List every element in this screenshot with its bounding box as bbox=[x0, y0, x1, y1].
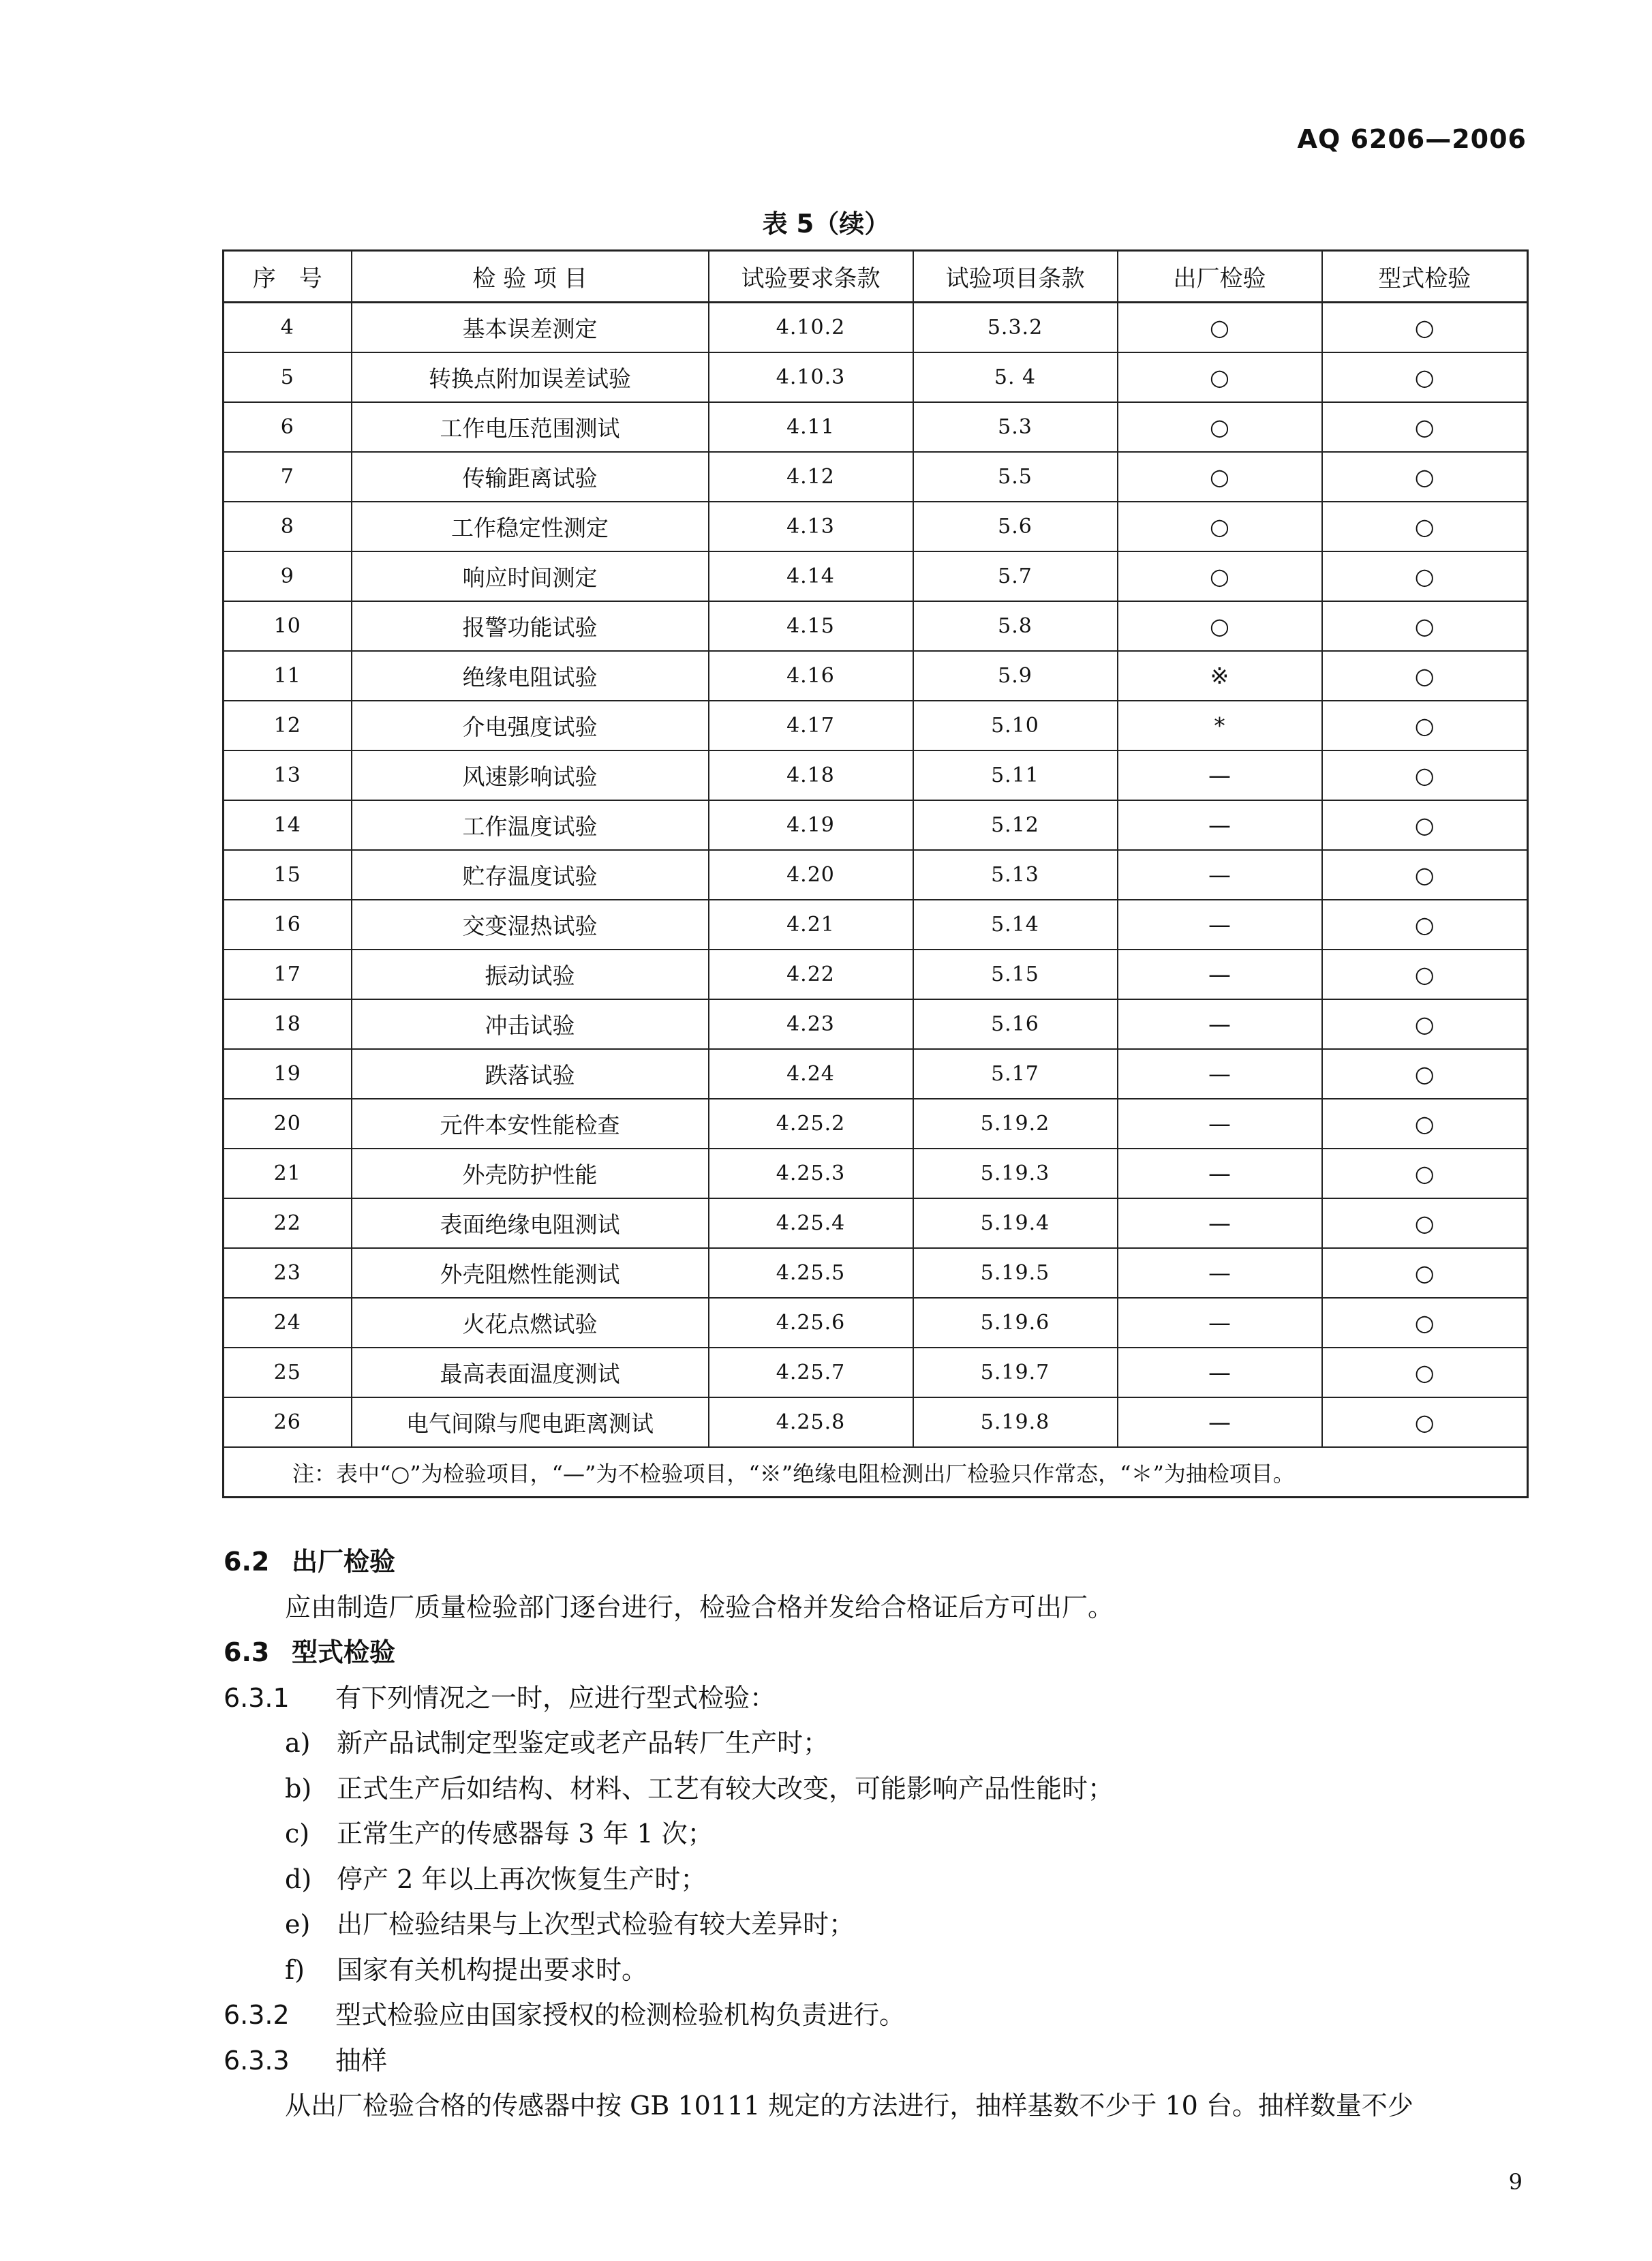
table-row bbox=[224, 452, 1528, 502]
cell-test-clause: 5.6 bbox=[913, 502, 1118, 551]
table-header-row bbox=[224, 251, 1528, 303]
cell-factory-mark: — bbox=[1118, 1248, 1322, 1298]
header-factory-inspection: 出厂检验 bbox=[1118, 251, 1322, 303]
table-row bbox=[224, 601, 1528, 651]
list-item-label: d) bbox=[285, 1864, 312, 1894]
table-row bbox=[224, 551, 1528, 601]
cell-seq: 6 bbox=[224, 402, 352, 452]
cell-seq: 4 bbox=[224, 303, 352, 353]
cell-req-clause: 4.15 bbox=[709, 601, 913, 651]
table-row bbox=[224, 800, 1528, 850]
table-row bbox=[224, 1298, 1528, 1348]
cell-test-clause: 5.19.5 bbox=[913, 1248, 1118, 1298]
section-6-2-heading bbox=[224, 1539, 1527, 1585]
cell-factory-mark: — bbox=[1118, 999, 1322, 1049]
cell-item: 传输距离试验 bbox=[352, 452, 709, 502]
table-row bbox=[224, 900, 1528, 950]
body-text bbox=[224, 1539, 1527, 2129]
table-row bbox=[224, 352, 1528, 402]
cell-test-clause: 5.12 bbox=[913, 800, 1118, 850]
cell-seq: 20 bbox=[224, 1099, 352, 1149]
cell-req-clause: 4.11 bbox=[709, 402, 913, 452]
cell-req-clause: 4.10.2 bbox=[709, 303, 913, 353]
list-item bbox=[224, 1766, 1527, 1812]
cell-seq: 5 bbox=[224, 352, 352, 402]
cell-seq: 15 bbox=[224, 850, 352, 900]
header-seq: 序 号 bbox=[224, 251, 352, 303]
header-type-inspection: 型式检验 bbox=[1322, 251, 1528, 303]
cell-type-mark: ○ bbox=[1322, 1049, 1528, 1099]
table-row bbox=[224, 1099, 1528, 1149]
list-item bbox=[224, 1811, 1527, 1857]
section-title: 出厂检验 bbox=[292, 1547, 396, 1577]
cell-item: 介电强度试验 bbox=[352, 701, 709, 750]
cell-factory-mark: — bbox=[1118, 750, 1322, 800]
cell-factory-mark: ○ bbox=[1118, 502, 1322, 551]
list-item-text: 国家有关机构提出要求时。 bbox=[337, 1954, 648, 1985]
table-row bbox=[224, 1198, 1528, 1248]
cell-item: 转换点附加误差试验 bbox=[352, 352, 709, 402]
table-row bbox=[224, 701, 1528, 750]
cell-factory-mark: — bbox=[1118, 1099, 1322, 1149]
cell-seq: 18 bbox=[224, 999, 352, 1049]
cell-item: 基本误差测定 bbox=[352, 303, 709, 353]
cell-test-clause: 5.7 bbox=[913, 551, 1118, 601]
cell-type-mark: ○ bbox=[1322, 701, 1528, 750]
cell-req-clause: 4.25.2 bbox=[709, 1099, 913, 1149]
cell-item: 工作温度试验 bbox=[352, 800, 709, 850]
cell-req-clause: 4.21 bbox=[709, 900, 913, 950]
table-row bbox=[224, 1348, 1528, 1397]
cell-seq: 9 bbox=[224, 551, 352, 601]
cell-item: 工作稳定性测定 bbox=[352, 502, 709, 551]
cell-test-clause: 5.15 bbox=[913, 950, 1118, 999]
list-item bbox=[224, 1857, 1527, 1902]
list-item-text: 正式生产后如结构、材料、工艺有较大改变，可能影响产品性能时； bbox=[337, 1773, 1114, 1804]
page-number: 9 bbox=[1508, 2169, 1523, 2195]
list-item-text: 出厂检验结果与上次型式检验有较大差异时； bbox=[337, 1909, 855, 1939]
cell-factory-mark: — bbox=[1118, 950, 1322, 999]
table-row bbox=[224, 1397, 1528, 1447]
cell-type-mark: ○ bbox=[1322, 452, 1528, 502]
cell-seq: 16 bbox=[224, 900, 352, 950]
table-row bbox=[224, 502, 1528, 551]
subsection-text: 型式检验应由国家授权的检测检验机构负责进行。 bbox=[335, 2000, 906, 2030]
section-6-3-3-text: 从出厂检验合格的传感器中按 GB 10111 规定的方法进行，抽样基数不少于 10 台。抽样数量不少 bbox=[285, 2091, 1413, 2121]
table-row bbox=[224, 651, 1528, 701]
cell-factory-mark: — bbox=[1118, 800, 1322, 850]
cell-item: 表面绝缘电阻测试 bbox=[352, 1198, 709, 1248]
cell-req-clause: 4.13 bbox=[709, 502, 913, 551]
section-6-2-text: 应由制造厂质量检验部门逐台进行，检验合格并发给合格证后方可出厂。 bbox=[285, 1592, 1114, 1622]
cell-seq: 12 bbox=[224, 701, 352, 750]
list-item-label: c) bbox=[285, 1819, 310, 1849]
cell-req-clause: 4.23 bbox=[709, 999, 913, 1049]
cell-seq: 7 bbox=[224, 452, 352, 502]
cell-seq: 22 bbox=[224, 1198, 352, 1248]
subsection-text: 有下列情况之一时，应进行型式检验： bbox=[335, 1682, 776, 1713]
cell-item: 跌落试验 bbox=[352, 1049, 709, 1099]
subsection-number: 6.3.3 bbox=[224, 2045, 290, 2076]
list-item-label: a) bbox=[285, 1728, 311, 1758]
table-row bbox=[224, 850, 1528, 900]
header-test-clause: 试验项目条款 bbox=[913, 251, 1118, 303]
cell-item: 工作电压范围测试 bbox=[352, 402, 709, 452]
cell-seq: 10 bbox=[224, 601, 352, 651]
table-row bbox=[224, 402, 1528, 452]
cell-test-clause: 5.10 bbox=[913, 701, 1118, 750]
table-row bbox=[224, 1149, 1528, 1198]
table-row bbox=[224, 1049, 1528, 1099]
cell-test-clause: 5.17 bbox=[913, 1049, 1118, 1099]
cell-req-clause: 4.20 bbox=[709, 850, 913, 900]
cell-factory-mark: ○ bbox=[1118, 303, 1322, 353]
cell-test-clause: 5.11 bbox=[913, 750, 1118, 800]
table-note: 注：表中“○”为检验项目，“—”为不检验项目，“※”绝缘电阻检测出厂检验只作常态，“＊”为抽检项目。 bbox=[224, 1447, 1528, 1498]
cell-type-mark: ○ bbox=[1322, 1298, 1528, 1348]
cell-type-mark: ○ bbox=[1322, 402, 1528, 452]
cell-type-mark: ○ bbox=[1322, 551, 1528, 601]
cell-seq: 17 bbox=[224, 950, 352, 999]
cell-type-mark: ○ bbox=[1322, 800, 1528, 850]
cell-factory-mark: ※ bbox=[1118, 651, 1322, 701]
cell-type-mark: ○ bbox=[1322, 352, 1528, 402]
section-6-3-heading bbox=[224, 1630, 1527, 1675]
cell-factory-mark: ○ bbox=[1118, 352, 1322, 402]
cell-type-mark: ○ bbox=[1322, 1198, 1528, 1248]
cell-factory-mark: ○ bbox=[1118, 601, 1322, 651]
cell-req-clause: 4.19 bbox=[709, 800, 913, 850]
list-item bbox=[224, 1947, 1527, 1993]
cell-item: 报警功能试验 bbox=[352, 601, 709, 651]
cell-test-clause: 5.19.7 bbox=[913, 1348, 1118, 1397]
cell-item: 响应时间测定 bbox=[352, 551, 709, 601]
cell-seq: 24 bbox=[224, 1298, 352, 1348]
cell-item: 最高表面温度测试 bbox=[352, 1348, 709, 1397]
cell-type-mark: ○ bbox=[1322, 1248, 1528, 1298]
cell-item: 冲击试验 bbox=[352, 999, 709, 1049]
table-row bbox=[224, 750, 1528, 800]
cell-test-clause: 5.19.2 bbox=[913, 1099, 1118, 1149]
cell-req-clause: 4.25.7 bbox=[709, 1348, 913, 1397]
cell-req-clause: 4.14 bbox=[709, 551, 913, 601]
cell-factory-mark: — bbox=[1118, 1298, 1322, 1348]
inspection-items-table bbox=[222, 249, 1529, 1498]
cell-type-mark: ○ bbox=[1322, 1397, 1528, 1447]
list-item bbox=[224, 1902, 1527, 1947]
cell-test-clause: 5.9 bbox=[913, 651, 1118, 701]
cell-factory-mark: — bbox=[1118, 1149, 1322, 1198]
cell-type-mark: ○ bbox=[1322, 900, 1528, 950]
list-item-text: 正常生产的传感器每 3 年 1 次； bbox=[337, 1819, 714, 1849]
header-req-clause: 试验要求条款 bbox=[709, 251, 913, 303]
cell-test-clause: 5.19.3 bbox=[913, 1149, 1118, 1198]
cell-type-mark: ○ bbox=[1322, 750, 1528, 800]
cell-factory-mark: — bbox=[1118, 1348, 1322, 1397]
list-item-label: e) bbox=[285, 1909, 311, 1939]
cell-seq: 25 bbox=[224, 1348, 352, 1397]
cell-type-mark: ○ bbox=[1322, 950, 1528, 999]
cell-test-clause: 5.5 bbox=[913, 452, 1118, 502]
cell-seq: 8 bbox=[224, 502, 352, 551]
cell-req-clause: 4.18 bbox=[709, 750, 913, 800]
cell-test-clause: 5.8 bbox=[913, 601, 1118, 651]
cell-test-clause: 5.19.6 bbox=[913, 1298, 1118, 1348]
cell-item: 风速影响试验 bbox=[352, 750, 709, 800]
cell-seq: 13 bbox=[224, 750, 352, 800]
cell-item: 振动试验 bbox=[352, 950, 709, 999]
table-row bbox=[224, 303, 1528, 353]
section-number: 6.2 bbox=[224, 1547, 270, 1577]
cell-req-clause: 4.25.6 bbox=[709, 1298, 913, 1348]
cell-factory-mark: * bbox=[1118, 701, 1322, 750]
cell-item: 电气间隙与爬电距离测试 bbox=[352, 1397, 709, 1447]
cell-req-clause: 4.10.3 bbox=[709, 352, 913, 402]
table-row bbox=[224, 950, 1528, 999]
cell-type-mark: ○ bbox=[1322, 502, 1528, 551]
cell-req-clause: 4.24 bbox=[709, 1049, 913, 1099]
cell-item: 外壳防护性能 bbox=[352, 1149, 709, 1198]
cell-factory-mark: ○ bbox=[1118, 551, 1322, 601]
cell-test-clause: 5.13 bbox=[913, 850, 1118, 900]
list-item bbox=[224, 1720, 1527, 1766]
cell-seq: 21 bbox=[224, 1149, 352, 1198]
cell-seq: 14 bbox=[224, 800, 352, 850]
cell-item: 外壳阻燃性能测试 bbox=[352, 1248, 709, 1298]
cell-item: 绝缘电阻试验 bbox=[352, 651, 709, 701]
cell-type-mark: ○ bbox=[1322, 303, 1528, 353]
cell-factory-mark: — bbox=[1118, 1198, 1322, 1248]
section-title: 型式检验 bbox=[292, 1637, 396, 1667]
cell-factory-mark: ○ bbox=[1118, 402, 1322, 452]
header-item: 检 验 项 目 bbox=[352, 251, 709, 303]
cell-type-mark: ○ bbox=[1322, 651, 1528, 701]
cell-test-clause: 5.14 bbox=[913, 900, 1118, 950]
cell-item: 火花点燃试验 bbox=[352, 1298, 709, 1348]
cell-type-mark: ○ bbox=[1322, 1348, 1528, 1397]
cell-type-mark: ○ bbox=[1322, 601, 1528, 651]
cell-factory-mark: ○ bbox=[1118, 452, 1322, 502]
cell-test-clause: 5. 4 bbox=[913, 352, 1118, 402]
list-item-text: 停产 2 年以上再次恢复生产时； bbox=[337, 1864, 707, 1894]
cell-type-mark: ○ bbox=[1322, 1099, 1528, 1149]
section-6-3-3-heading bbox=[224, 2038, 1527, 2084]
cell-test-clause: 5.16 bbox=[913, 999, 1118, 1049]
cell-test-clause: 5.19.8 bbox=[913, 1397, 1118, 1447]
cell-type-mark: ○ bbox=[1322, 850, 1528, 900]
cell-test-clause: 5.19.4 bbox=[913, 1198, 1118, 1248]
cell-item: 元件本安性能检查 bbox=[352, 1099, 709, 1149]
table-body bbox=[224, 303, 1528, 1448]
subsection-number: 6.3.1 bbox=[224, 1682, 290, 1713]
list-item-label: b) bbox=[285, 1773, 312, 1804]
cell-req-clause: 4.25.4 bbox=[709, 1198, 913, 1248]
table-title: 表 5（续） bbox=[762, 209, 890, 239]
cell-factory-mark: — bbox=[1118, 1049, 1322, 1099]
cell-seq: 19 bbox=[224, 1049, 352, 1099]
cell-seq: 26 bbox=[224, 1397, 352, 1447]
cell-req-clause: 4.25.3 bbox=[709, 1149, 913, 1198]
list-item-label: f) bbox=[285, 1954, 305, 1985]
section-6-3-1 bbox=[224, 1675, 1527, 1721]
cell-seq: 23 bbox=[224, 1248, 352, 1298]
cell-req-clause: 4.25.8 bbox=[709, 1397, 913, 1447]
table-note-row bbox=[224, 1447, 1528, 1498]
cell-type-mark: ○ bbox=[1322, 999, 1528, 1049]
cell-factory-mark: — bbox=[1118, 1397, 1322, 1447]
table-row bbox=[224, 1248, 1528, 1298]
cell-item: 贮存温度试验 bbox=[352, 850, 709, 900]
cell-req-clause: 4.16 bbox=[709, 651, 913, 701]
subsection-title: 抽样 bbox=[335, 2045, 388, 2076]
section-number: 6.3 bbox=[224, 1637, 270, 1667]
cell-test-clause: 5.3.2 bbox=[913, 303, 1118, 353]
section-6-3-2 bbox=[224, 1992, 1527, 2038]
cell-type-mark: ○ bbox=[1322, 1149, 1528, 1198]
list-item-text: 新产品试制定型鉴定或老产品转厂生产时； bbox=[337, 1728, 829, 1758]
cell-req-clause: 4.25.5 bbox=[709, 1248, 913, 1298]
cell-test-clause: 5.3 bbox=[913, 402, 1118, 452]
subsection-number: 6.3.2 bbox=[224, 2000, 290, 2030]
table-row bbox=[224, 999, 1528, 1049]
cell-req-clause: 4.17 bbox=[709, 701, 913, 750]
cell-seq: 11 bbox=[224, 651, 352, 701]
cell-item: 交变湿热试验 bbox=[352, 900, 709, 950]
cell-factory-mark: — bbox=[1118, 900, 1322, 950]
cell-req-clause: 4.22 bbox=[709, 950, 913, 999]
cell-req-clause: 4.12 bbox=[709, 452, 913, 502]
standard-code: AQ 6206—2006 bbox=[1297, 124, 1527, 154]
cell-factory-mark: — bbox=[1118, 850, 1322, 900]
